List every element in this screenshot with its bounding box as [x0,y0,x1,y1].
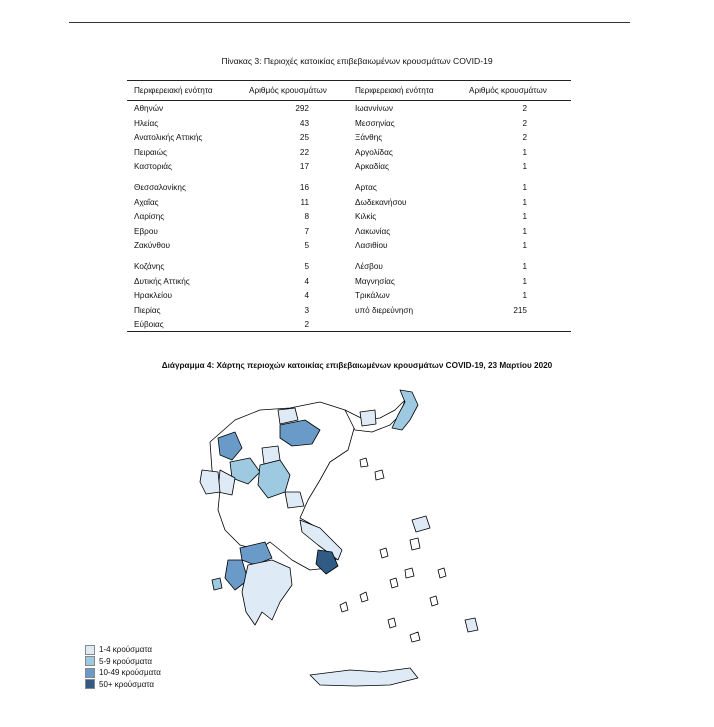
case-count: 5 [304,241,309,251]
header-region-2: Περιφερειακή ενότητα [355,86,434,95]
ioannina-region [200,470,220,494]
legend-swatch [85,679,95,689]
island [438,568,446,578]
island [430,596,438,606]
table-row [127,183,571,195]
island [390,578,398,588]
table-row [127,133,571,145]
region-name: Πιερίας [134,305,161,315]
case-count: 292 [295,104,309,113]
island [405,568,414,578]
lesvos-island [412,516,430,532]
peloponnese-region [242,560,292,625]
region-name: Ζακύνθου [134,241,170,251]
island [380,548,388,558]
case-count: 1 [522,226,527,236]
region-name: Λακωνίας [355,226,391,236]
legend-swatch [85,668,95,678]
header-cases-1: Αριθμός κρουσμάτων [249,86,327,95]
region-name: Πειραιώς [134,147,167,157]
region-name: Αρτας [355,183,377,192]
header-region-1: Περιφερειακή ενότητα [134,86,213,95]
table-header [127,86,571,98]
table-row [127,277,571,289]
island [360,592,368,602]
case-count: 4 [304,276,309,286]
case-count: 1 [522,183,527,192]
region-name: Εβρου [134,226,158,236]
region-name: Λασιθίου [355,241,388,251]
case-count: 1 [522,262,527,271]
island [410,632,420,642]
table-row [127,198,571,210]
table-row [127,291,571,303]
case-count: 4 [304,291,309,301]
case-count: 8 [304,212,309,222]
case-count: 215 [513,305,527,315]
region-name: υπό διερεύνηση [355,305,414,315]
case-count: 25 [299,133,309,143]
region-name: Εύβοιας [134,320,164,330]
legend-item [85,656,161,668]
region-name: Λαρίσης [134,212,165,222]
legend-item [85,679,161,691]
legend-swatch [85,656,95,666]
table-row [127,262,571,274]
case-count: 22 [299,147,309,157]
table-header-rule [127,100,571,101]
region-name: Δυτικής Αττικής [134,276,190,286]
legend-label: 10-49 κρούσματα [99,668,161,678]
table-title: Πίνακας 3: Περιοχές κατοικίας επιβεβαιωμένων κρουσμάτων COVID-19 [221,56,493,66]
table-row [127,306,571,318]
map-title: Διάγραμμα 4: Χάρτης περιοχών κατοικίας επιβεβαιωμένων κρουσμάτων COVID-19, 23 Μαρτίου 2020 [161,361,553,370]
legend-item [85,644,161,656]
case-count: 1 [522,197,527,207]
case-count: 3 [304,305,309,315]
header-cases-2: Αριθμός κρουσμάτων [469,86,547,95]
region-name: Ηρακλείου [134,291,172,301]
zakynthos-island [212,578,222,590]
table-row [127,227,571,239]
legend-item [85,667,161,679]
region-name: Αθηνών [134,104,164,113]
top-rule [69,22,630,23]
region-name: Λέσβου [355,262,383,271]
map-legend [85,644,161,690]
island [410,538,420,550]
table-row [127,212,571,224]
case-count: 1 [522,276,527,286]
case-count: 1 [522,241,527,251]
case-count: 16 [299,183,309,192]
region-name: Καστοριάς [134,162,172,172]
case-count: 1 [522,147,527,157]
table-top-rule [127,80,571,81]
case-count: 1 [522,291,527,301]
island [360,458,368,467]
table-row [127,119,571,131]
region-name: Θεσσαλονίκης [134,183,186,192]
region-name: Τρικάλων [355,291,390,301]
table-row [127,241,571,253]
xanthi-region [360,410,376,426]
region-name: Ανατολικής Αττικής [134,133,203,143]
case-count: 1 [522,212,527,222]
region-name: Ιωαννίνων [355,104,393,113]
legend-label: 50+ κρούσματα [99,679,155,689]
region-name: Κιλκίς [355,212,377,222]
region-name: Δωδεκανήσου [355,197,407,207]
island [340,602,348,612]
region-name: Ξάνθης [355,133,383,143]
legend-swatch [85,645,95,655]
greece-map [180,380,510,710]
region-name: Ηλείας [134,118,159,128]
case-count: 1 [522,162,527,172]
region-name: Μαγνησίας [355,276,395,286]
table-row [127,148,571,160]
case-count: 2 [522,133,527,143]
region-name: Αρκαδίας [355,162,389,172]
case-count: 2 [304,320,309,330]
table-row [127,162,571,174]
legend-label: 5-9 κρούσματα [99,656,153,666]
table-row [127,104,571,116]
table-bottom-rule [127,331,571,332]
island [388,618,396,628]
case-count: 43 [299,118,309,128]
dodecanese-island [465,618,478,632]
case-count: 5 [304,262,309,271]
region-name: Αχαΐας [134,197,159,207]
case-count: 11 [300,197,309,207]
region-name: Αργολίδας [355,147,393,157]
case-count: 7 [304,226,309,236]
crete-island [310,668,418,686]
island [375,470,384,480]
region-name: Κοζάνης [134,262,165,271]
region-name: Μεσσηνίας [355,118,395,128]
case-count: 2 [522,118,527,128]
legend-label: 1-4 κρούσματα [99,645,153,655]
case-count: 2 [522,104,527,113]
case-count: 17 [299,162,309,172]
